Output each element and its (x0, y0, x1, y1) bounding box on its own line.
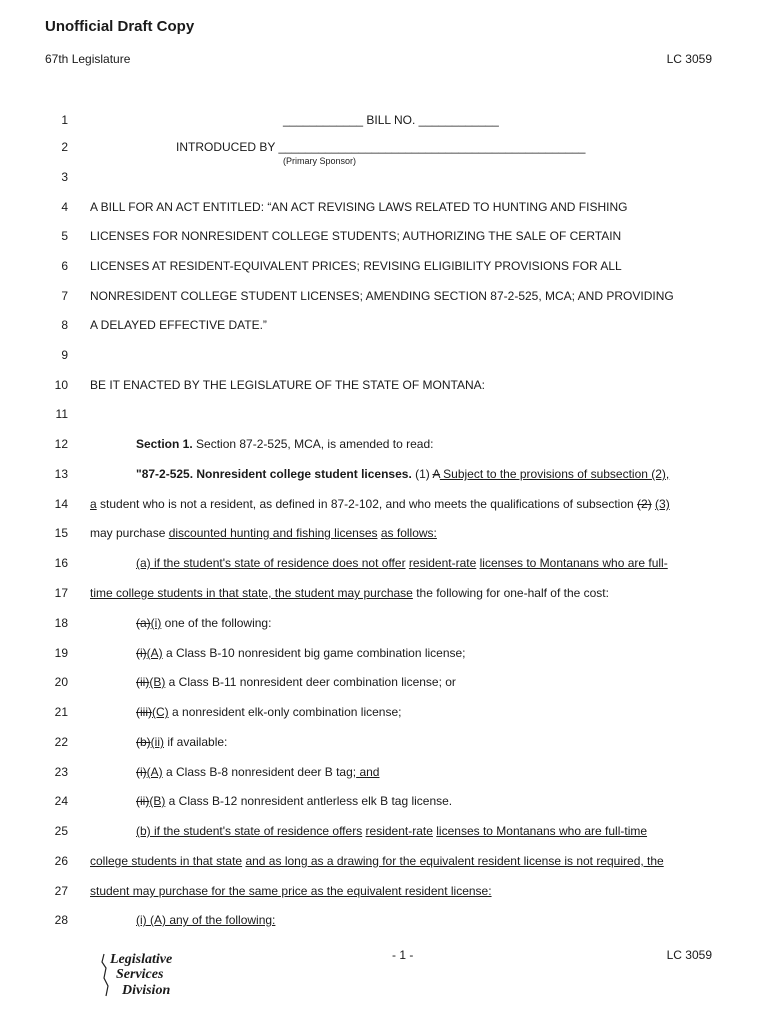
line-number: 28 (54, 913, 68, 927)
line-text (90, 882, 492, 900)
inserted-text: Subject to the provisions of subsection (2), (439, 467, 670, 481)
line-number: 4 (61, 200, 68, 214)
legislative-services-division-logo (100, 948, 210, 1000)
bill-line-11 (0, 405, 770, 423)
logo-word-3: Division (122, 983, 171, 998)
inserted-text: resident-rate (365, 824, 433, 838)
inserted-text: college students in that state (90, 854, 243, 868)
inserted-text: as follows: (380, 526, 437, 540)
bill-line-15 (0, 524, 770, 542)
bill-line-23 (0, 763, 770, 781)
bill-line-18 (0, 614, 770, 632)
bill-line-12 (0, 435, 770, 453)
line-number: 26 (54, 854, 68, 868)
bill-line-24 (0, 792, 770, 810)
bill-line-28 (0, 911, 770, 929)
text-run: a Class B-12 nonresident antlerless elk B tag license. (165, 794, 453, 808)
line-text: A DELAYED EFFECTIVE DATE.” (90, 318, 267, 332)
line-number: 25 (54, 824, 68, 838)
bill-line-9 (0, 346, 770, 364)
inserted-text: (C) (152, 705, 169, 719)
text-run: a Class B-8 nonresident deer B tag; (162, 765, 357, 779)
struck-text: (ii) (136, 794, 150, 808)
inserted-text: (A) (146, 646, 163, 660)
struck-text: (i) (136, 646, 147, 660)
line-text (136, 465, 669, 483)
line-text (136, 822, 647, 840)
line-text: LICENSES FOR NONRESIDENT COLLEGE STUDENTS; AUTHORIZING THE SALE OF CERTAIN (90, 229, 622, 243)
line-text (90, 495, 670, 513)
inserted-text: (B) (149, 794, 166, 808)
line-text (136, 673, 456, 691)
line-text (90, 524, 437, 542)
inserted-text: (3) (655, 497, 670, 511)
line-number: 8 (61, 318, 68, 332)
bill-number: ____________ BILL NO. ____________ (283, 113, 499, 127)
bill-line-13 (0, 465, 770, 483)
line-number: 15 (54, 526, 68, 540)
legislature-label: 67th Legislature (45, 52, 131, 66)
text-run: a Class B-11 nonresident deer combination license; or (165, 675, 456, 689)
line-text (136, 792, 452, 810)
text-run: a nonresident elk-only combination license; (168, 705, 402, 719)
line-number: 3 (61, 170, 68, 184)
lc-number: LC 3059 (666, 52, 712, 66)
line-text: A BILL FOR AN ACT ENTITLED: “AN ACT REVISING LAWS RELATED TO HUNTING AND FISHING (90, 200, 628, 214)
inserted-text: (ii) (150, 735, 164, 749)
line-text: NONRESIDENT COLLEGE STUDENT LICENSES; AMENDING SECTION 87-2-525, MCA; AND PROVIDING (90, 289, 674, 303)
line-number: 18 (54, 616, 68, 630)
text-run: one of the following: (161, 616, 272, 630)
bill-line-8 (0, 316, 770, 334)
line-text: LICENSES AT RESIDENT-EQUIVALENT PRICES; REVISING ELIGIBILITY PROVISIONS FOR ALL (90, 259, 622, 273)
line-number: 2 (61, 140, 68, 154)
line-text (136, 554, 668, 572)
line-number: 22 (54, 735, 68, 749)
inserted-text: (i) (A) any of the following: (136, 913, 276, 927)
line-text (136, 435, 433, 453)
bill-line-25 (0, 822, 770, 840)
struck-text: (b) (136, 735, 151, 749)
text-run: may purchase (90, 526, 169, 540)
line-number: 14 (54, 497, 68, 511)
line-text (136, 703, 401, 721)
line-number: 21 (54, 705, 68, 719)
bill-line-17 (0, 584, 770, 602)
statute-heading: "87-2-525. Nonresident college student licenses. (136, 467, 412, 481)
text-run: (1) (411, 467, 433, 481)
introduced-by: INTRODUCED BY ______________________________________________ (176, 140, 586, 154)
bill-line-22 (0, 733, 770, 751)
bill-line-26 (0, 852, 770, 870)
line-number: 24 (54, 794, 68, 808)
struck-text: (ii) (136, 675, 150, 689)
primary-sponsor-label: (Primary Sponsor) (283, 156, 357, 166)
line-number: 7 (61, 289, 68, 303)
inserted-text: (a) if the student's state of residence does not offer (136, 556, 406, 570)
bill-line-10 (0, 376, 770, 394)
bill-line-27 (0, 882, 770, 900)
inserted-text: licenses to Montanans who are full-time (436, 824, 648, 838)
inserted-text: (b) if the student's state of residence offers (136, 824, 363, 838)
line-text (136, 644, 466, 662)
line-number: 23 (54, 765, 68, 779)
logo-word-2: Services (116, 967, 164, 982)
line-text (136, 911, 275, 929)
text-run: if available: (164, 735, 228, 749)
text-run: Section 87-2-525, MCA, is amended to read: (192, 437, 434, 451)
inserted-text: (A) (146, 765, 163, 779)
bill-line-6 (0, 257, 770, 275)
line-text (136, 733, 227, 751)
bill-line-1 (0, 111, 770, 129)
line-text (90, 852, 664, 870)
section-heading: Section 1. (136, 437, 193, 451)
struck-text: (a) (136, 616, 151, 630)
bill-line-20 (0, 673, 770, 691)
bill-line-19 (0, 644, 770, 662)
line-number: 1 (61, 113, 68, 127)
text-run: a Class B-10 nonresident big game combination license; (162, 646, 466, 660)
inserted-text: a (90, 497, 97, 511)
text-run: the following for one-half of the cost: (412, 586, 609, 600)
bill-line-2 (0, 138, 770, 156)
inserted-text: student may purchase for the same price as the equivalent resident license: (90, 884, 492, 898)
inserted-text: resident-rate (408, 556, 477, 570)
inserted-text: (B) (149, 675, 166, 689)
line-text (90, 584, 609, 602)
page-number: - 1 - (392, 948, 414, 962)
line-number: 16 (54, 556, 68, 570)
line-number: 20 (54, 675, 68, 689)
footer-lc-number: LC 3059 (666, 948, 712, 962)
inserted-text: time college students in that state, the student may purchase (90, 586, 413, 600)
line-text (136, 614, 271, 632)
inserted-text: and (356, 765, 380, 779)
line-number: 17 (54, 586, 68, 600)
struck-text: (2) (637, 497, 652, 511)
line-number: 10 (54, 378, 68, 392)
inserted-text: discounted hunting and fishing licenses (168, 526, 378, 540)
inserted-text: (i) (150, 616, 162, 630)
struck-text: (iii) (136, 705, 152, 719)
bill-line-3 (0, 168, 770, 186)
bill-line-4 (0, 198, 770, 216)
inserted-text: and as long as a drawing for the equivalent resident license is not required, the (245, 854, 664, 868)
logo-word-1: Legislative (110, 952, 173, 967)
enacting-clause: BE IT ENACTED BY THE LEGISLATURE OF THE STATE OF MONTANA: (90, 378, 485, 392)
line-number: 5 (61, 229, 68, 243)
text-run: student who is not a resident, as defined in 87-2-102, and who meets the qualifications of subsection (96, 497, 638, 511)
inserted-text: licenses to Montanans who are full- (479, 556, 668, 570)
line-text (136, 763, 379, 781)
line-number: 6 (61, 259, 68, 273)
struck-text: A (432, 467, 440, 481)
line-number: 13 (54, 467, 68, 481)
bill-line-14 (0, 495, 770, 513)
struck-text: (i) (136, 765, 147, 779)
bill-line-7 (0, 287, 770, 305)
line-number: 9 (61, 348, 68, 362)
line-number: 12 (54, 437, 68, 451)
line-number: 11 (55, 407, 68, 421)
line-number: 19 (54, 646, 68, 660)
bill-line-16 (0, 554, 770, 572)
bill-line-5 (0, 227, 770, 245)
header-title: Unofficial Draft Copy (45, 18, 195, 35)
line-number: 27 (54, 884, 68, 898)
bill-line-21 (0, 703, 770, 721)
